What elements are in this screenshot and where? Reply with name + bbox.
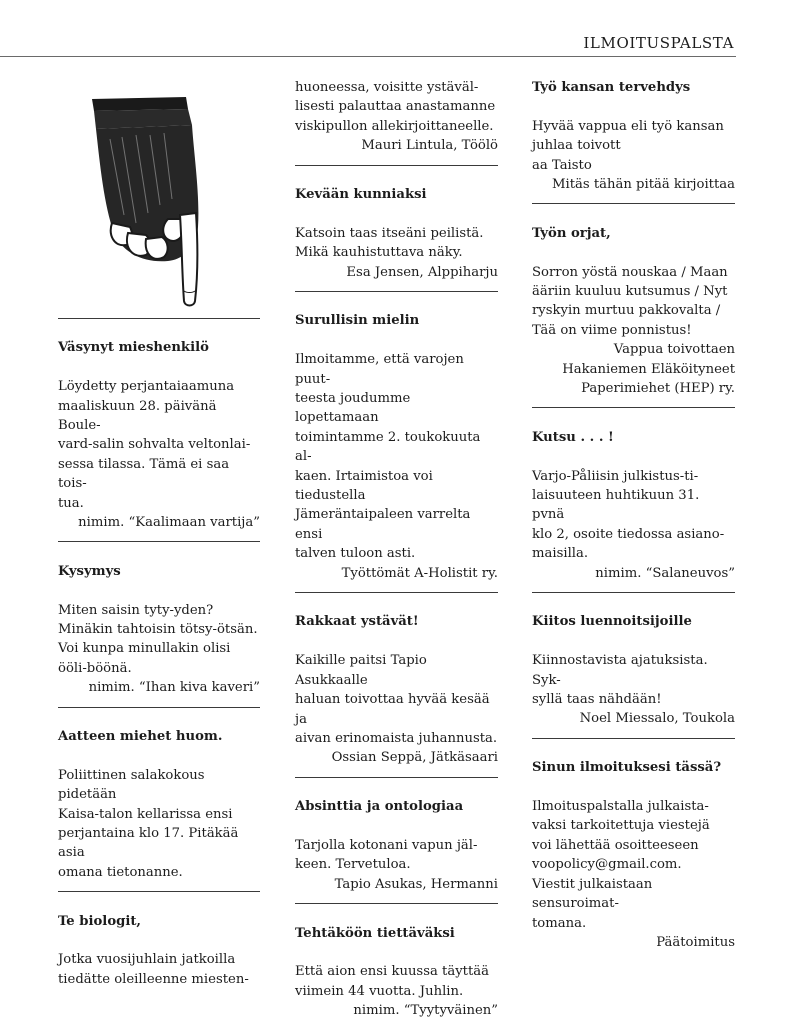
ad-title: Kiitos luennoitsijoille xyxy=(532,614,692,630)
column-1 xyxy=(58,78,260,989)
divider xyxy=(58,707,260,708)
divider xyxy=(295,777,498,778)
ad-body: Löydetty perjantaiaamuna maaliskuun 28. päivänä Boule- vard-salin sohvalta veltonlai- sessa tilassa. Tämä ei saa tois- tua. xyxy=(58,379,251,511)
ad-entry xyxy=(58,562,260,708)
ad-entry xyxy=(532,224,735,409)
ad-body: Ilmoituspalstalla julkaista- vaksi tarkoitettuja viestejä voi lähettää osoitteeseen voopolicy@gmail.com. Viestit julkaistaan sensuroimat- tomana. xyxy=(532,799,710,931)
divider xyxy=(58,541,260,542)
ad-title: Työn orjat, xyxy=(532,225,611,241)
ad-signature: Tapio Asukas, Hermanni xyxy=(334,876,498,892)
ad-body: Katsoin taas itseäni peilistä. Mikä kauhistuttava näky. xyxy=(295,225,484,261)
ad-signature: Työttömät A-Holistit ry. xyxy=(341,565,498,581)
divider xyxy=(58,891,260,892)
ad-signature: Ossian Seppä, Jätkäsaari xyxy=(331,750,498,766)
divider xyxy=(295,592,498,593)
ad-body: Tarjolla kotonani vapun jäl- keen. Tervetuloa. xyxy=(295,837,478,873)
divider xyxy=(58,318,260,319)
ad-title: Sinun ilmoituksesi tässä? xyxy=(532,760,722,776)
ad-signature: nimim. “Ihan kiva kaveri” xyxy=(88,680,260,696)
ad-entry-continued xyxy=(295,78,498,166)
ad-signature: Esa Jensen, Alppiharju xyxy=(346,264,498,280)
ad-entry xyxy=(532,612,735,738)
ad-title: Absinttia ja ontologiaa xyxy=(295,799,464,815)
ad-signature: nimim. “Salaneuvos” xyxy=(595,565,735,581)
ad-body: Kaikille paitsi Tapio Asukkaalle haluan toivottaa hyvää kesää ja aivan erinomaista juhannusta. xyxy=(295,653,498,746)
ad-title: Aatteen miehet huom. xyxy=(58,729,223,745)
ad-entry xyxy=(58,912,260,990)
ad-title: Työ kansan tervehdys xyxy=(532,80,691,95)
ad-title: Kysymys xyxy=(58,563,121,579)
ad-title: Rakkaat ystävät! xyxy=(295,614,419,630)
divider xyxy=(532,592,735,593)
divider xyxy=(295,903,498,904)
ad-signature: nimim. “Tyytyväinen” xyxy=(353,1003,498,1019)
ad-entry xyxy=(532,78,735,204)
ad-title: Väsynyt mieshenkilö xyxy=(58,340,209,356)
ad-entry xyxy=(295,311,498,593)
ad-signature: Päätoimitus xyxy=(656,934,735,950)
ad-body: Ilmoitamme, että varojen puut- teesta joudumme lopettamaan toimintamme 2. toukokuuta al- kaen. Irtaimistoa voi tiedustella Jämeräntaipaleen varrelta ensi talven tuloon asti. xyxy=(295,352,481,562)
ad-title: Kevään kunniaksi xyxy=(295,187,427,203)
ad-body: huoneessa, voisitte ystäväl- lisesti palauttaa anastamanne viskipullon allekirjoittaneelle. xyxy=(295,80,496,134)
pointing-hand-icon xyxy=(90,95,208,309)
divider xyxy=(532,407,735,408)
section-title: ILMOITUSPALSTA xyxy=(583,34,734,52)
ad-body: Kiinnostavista ajatuksista. Syk- syllä taas nähdään! xyxy=(532,653,708,708)
divider xyxy=(532,738,735,739)
ad-signature: Vappua toivottaen Hakaniemen Eläköityneet Paperimiehet (HEP) ry. xyxy=(562,342,735,397)
ad-entry xyxy=(295,612,498,777)
ad-body: Hyvää vappua eli työ kansan juhlaa toivott aa Taisto xyxy=(532,118,724,173)
ad-signature: nimim. “Kaalimaan vartija” xyxy=(78,515,260,531)
column-2 xyxy=(295,78,498,1021)
ad-body: Jotka vuosijuhlain jatkoilla tiedätte oleilleenne miesten- xyxy=(58,952,249,987)
ad-signature: Noel Miessalo, Toukola xyxy=(579,711,735,727)
ad-entry xyxy=(58,338,260,542)
ad-body: Varjo-Påliisin julkistus-ti- laisuuteen huhtikuun 31. pvnä klo 2, osoite tiedossa asiano- maisilla. xyxy=(532,468,725,562)
ad-entry xyxy=(295,797,498,904)
ad-signature: Mauri Lintula, Töölö xyxy=(361,138,498,154)
ad-body: Miten saisin tyty-yden? Minäkin tahtoisin tötsy-ötsän. Voi kunpa minullakin olisi ööli-böönä. xyxy=(58,602,258,676)
ad-title: Tehtäköön tiettäväksi xyxy=(295,925,455,941)
ad-body: Poliittinen salakokous pidetään Kaisa-talon kellarissa ensi perjantaina klo 17. Pitäkää asia omana tietonanne. xyxy=(58,767,239,880)
ad-entry xyxy=(295,924,498,1021)
divider xyxy=(295,291,498,292)
ad-entry xyxy=(295,185,498,292)
ad-title: Te biologit, xyxy=(58,913,142,929)
ad-title: Surullisin mielin xyxy=(295,313,420,329)
ad-entry xyxy=(532,428,735,593)
divider xyxy=(295,165,498,166)
ad-entry xyxy=(532,758,735,952)
ad-signature: Mitäs tähän pitää kirjoittaa xyxy=(551,177,735,193)
ad-body: Että aion ensi kuussa täyttää viimein 44 vuotta. Juhlin. xyxy=(295,964,489,999)
column-3 xyxy=(532,78,735,952)
ad-body: Sorron yöstä nouskaa / Maan ääriin kuuluu kutsumus / Nyt ryskyin murtuu pakkovalta / Tää on viime ponnistus! xyxy=(532,264,728,338)
header-divider xyxy=(0,56,736,57)
ad-entry xyxy=(58,727,260,892)
ad-title: Kutsu . . . ! xyxy=(532,429,614,445)
divider xyxy=(532,203,735,204)
